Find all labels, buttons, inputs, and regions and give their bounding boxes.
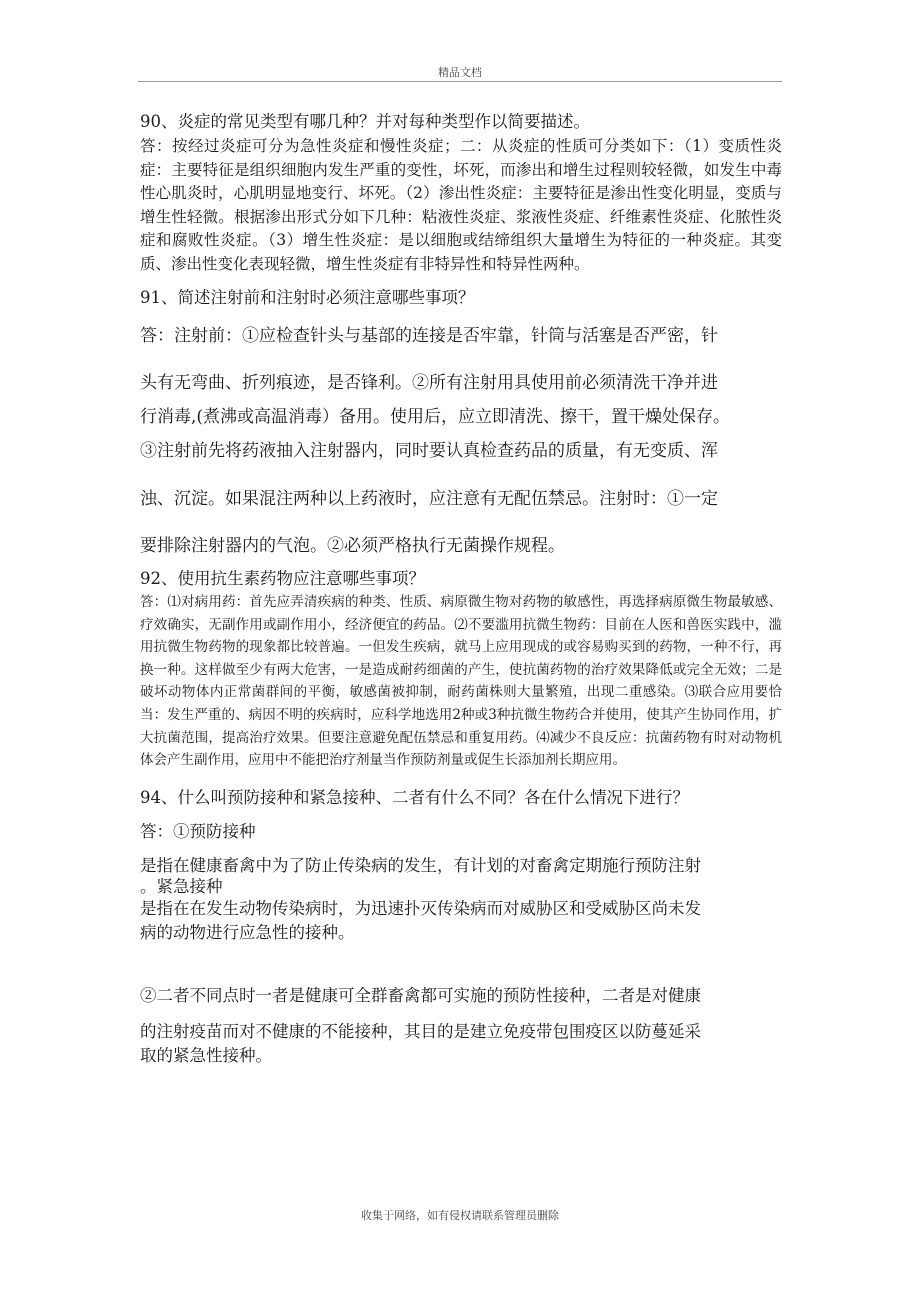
question-92: 92、使用抗生素药物应注意哪些事项？ [140,569,425,588]
header-divider [138,81,782,82]
page-header: 精品文档 [438,66,482,79]
page-footer: 收集于网络，如有侵权请联系管理员删除 [361,1209,559,1222]
answer-91-line-1: 答：注射前：①应检查针头与基部的连接是否牢靠，针筒与活塞是否严密，针 [140,326,718,346]
question-91: 91、简述注射前和注射时必须注意哪些事项？ [140,288,475,307]
document-body [140,110,782,1067]
preventive-definition: 是指在健康畜禽中为了防止传染病的发生，有计划的对畜禽定期施行预防注射 [140,855,701,875]
answer-90: 答：按经过炎症可分为急性炎症和慢性炎症；二：从炎症的性质可分类如下：（1）变质性炎症：主要特征是组织细胞内发生严重的变性，坏死，而渗出和增生过程则较轻微，如发生中毒性心肌炎时，心肌明显地变行、坏死。（2）渗出性炎症：主要特征是渗出性变化明显，变质与增生性轻微。根据渗出形式分如下几种：粘液性炎症、浆液性炎症、纤维素性炎症、化脓性炎症和腐败性炎症。（3）增生性炎症：是以细胞或结缔组织大量增生为特征的一种炎症。其变质、渗出性变化表现轻微，增生性炎症有非特异性和特异性两种。 [140,137,782,273]
question-90: 90、炎症的常见类型有哪几种？并对每种类型作以简要描述。 [140,112,590,131]
answer-92: 答：⑴对病用药：首先应弄清疾病的种类、性质、病原微生物对药物的敏感性，再选择病原微生物最敏感、疗效确实，无副作用或副作用小，经济便宜的药品。⑵不要滥用抗微生物药：目前在人医和兽医实践中，滥用抗微生物药物的现象都比较普遍。一但发生疾病，就马上应用现成的或容易购买到的药物，一种不行，再换一种。这样做至少有两大危害，一是造成耐药细菌的产生，使抗菌药物的治疗效果降低或完全无效；二是破坏动物体内正常菌群间的平衡，敏感菌被抑制，耐药菌株则大量繁殖，出现二重感染。⑶联合应用要恰当：发生严重的、病因不明的疾病时，应科学地选用2种或3种抗微生物药合并使用，使其产生协同作用，扩大抗菌范围，提高治疗效果。但要注意避免配伍禁忌和重复用药。⑷减少不良反应：抗菌药物有时对动物机体会产生副作用，应用中不能把治疗剂量当作预防剂量或促生长添加剂长期应用。 [140,594,782,769]
answer-94-intro: 答：①预防接种 [140,821,256,841]
difference-line-1: ②二者不同点时一者是健康可全群畜禽都可实施的预防性接种，二者是对健康 [140,985,701,1005]
difference-line-2: 的注射疫苗而对不健康的不能接种，其目的是建立免疫带包围疫区以防蔓延采 [140,1021,701,1041]
answer-91-line-6: 要排除注射器内的气泡。②必须严格执行无菌操作规程。 [140,536,565,556]
emergency-label: 。紧急接种 [140,876,223,896]
emergency-line-2: 病的动物进行应急性的接种。 [140,922,355,942]
answer-91-line-2: 头有无弯曲、折列痕迹，是否锋利。②所有注射用具使用前必须清洗干净并进 [140,373,718,393]
answer-91-line-5: 浊、沉淀。如果混注两种以上药液时，应注意有无配伍禁忌。注射时：①一定 [140,489,718,509]
question-94: 94、什么叫预防接种和紧急接种、二者有什么不同？各在什么情况下进行？ [140,787,689,807]
answer-91-line-3: 行消毒,(煮沸或高温消毒）备用。使用后，应立即清洗、擦干，置干燥处保存。 [140,407,731,427]
emergency-line-1: 是指在在发生动物传染病时，为迅速扑灭传染病而对威胁区和受威胁区尚未发 [140,898,701,918]
difference-line-3: 取的紧急性接种。 [140,1045,272,1065]
answer-91-line-4: ③注射前先将药液抽入注射器内，同时要认真检查药品的质量，有无变质、浑 [140,441,718,461]
